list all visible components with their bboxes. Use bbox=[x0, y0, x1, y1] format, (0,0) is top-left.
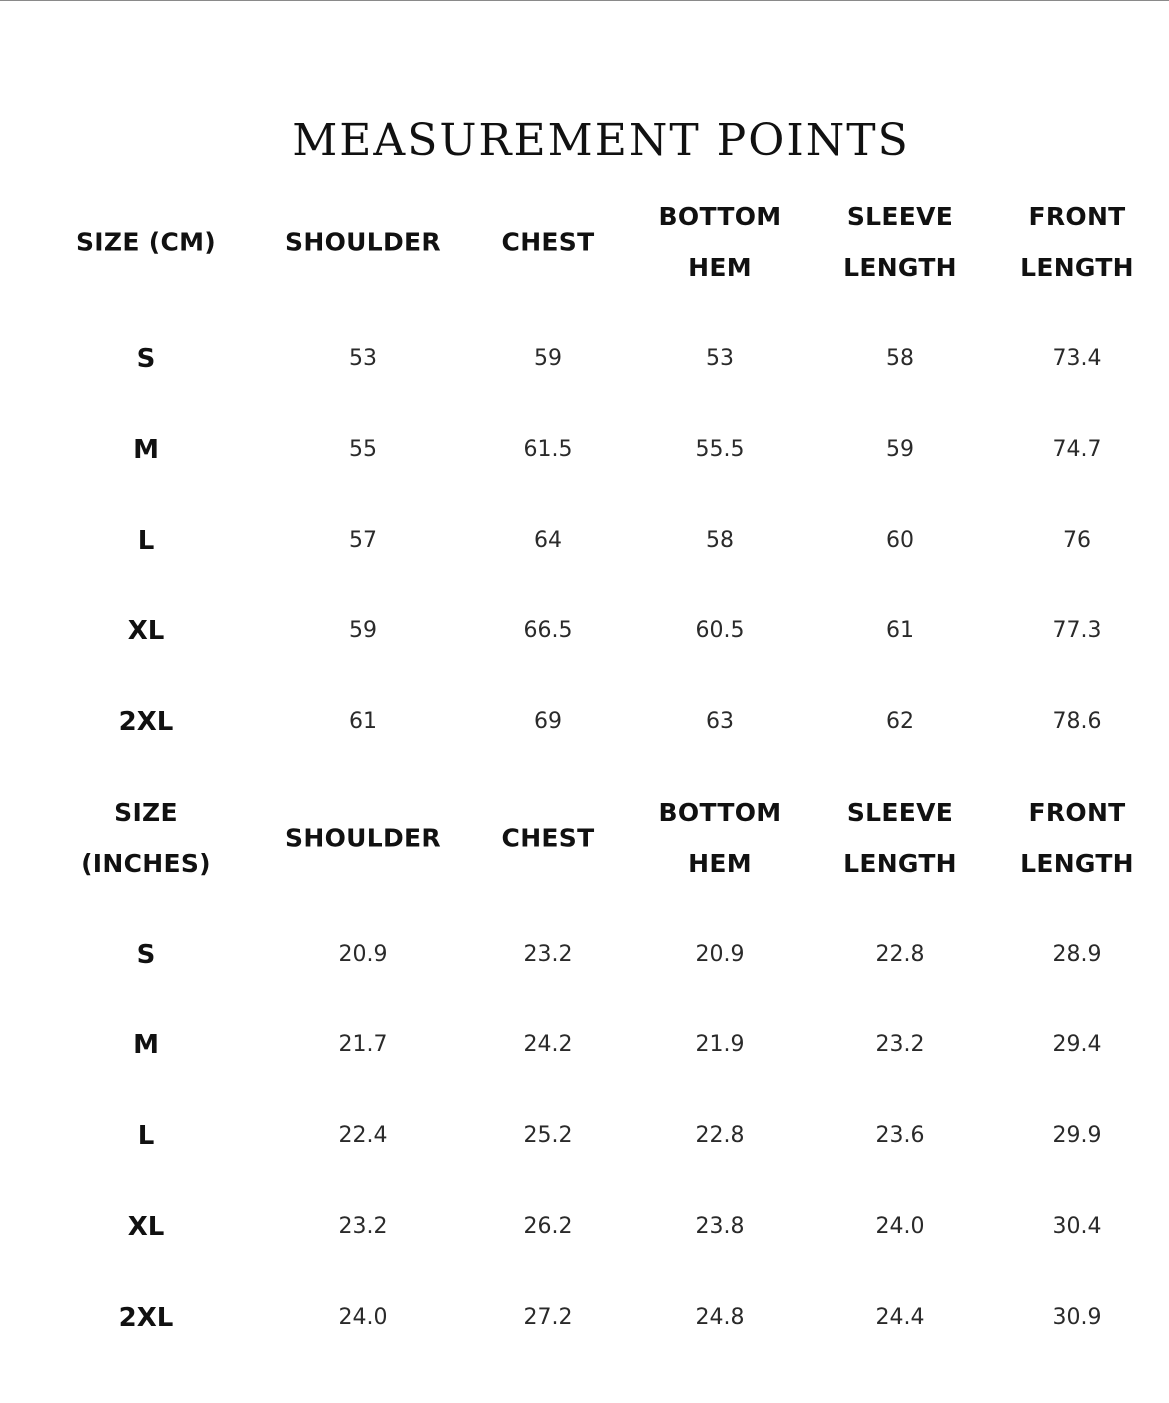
table-1-row-m-bottom-hem: 55.5 bbox=[695, 437, 745, 462]
table-2-row-2xl-size: 2XL bbox=[118, 1303, 174, 1333]
table-2-row-m-shoulder: 21.7 bbox=[338, 1032, 388, 1057]
table-1-row-2xl-sleeve-length: 62 bbox=[886, 709, 914, 734]
page-title: MEASUREMENT POINTS bbox=[292, 115, 910, 167]
table-2-row-s-chest: 23.2 bbox=[523, 942, 573, 967]
table-2-row-s-front-length: 28.9 bbox=[1052, 942, 1102, 967]
table-1-row-l-chest: 64 bbox=[534, 528, 562, 553]
top-rule bbox=[0, 0, 1169, 1]
table-1-row-2xl-bottom-hem: 63 bbox=[706, 709, 734, 734]
table-2-row-l-front-length: 29.9 bbox=[1052, 1123, 1102, 1148]
table-2-row-2xl-shoulder: 24.0 bbox=[338, 1305, 388, 1330]
table-2-header-shoulder: SHOULDER bbox=[285, 823, 441, 853]
table-1-row-s-size: S bbox=[136, 344, 156, 374]
table-1-header-chest: CHEST bbox=[501, 227, 595, 257]
table-2-row-m-sleeve-length: 23.2 bbox=[875, 1032, 925, 1057]
table-2-header-front-length: FRONT LENGTH bbox=[1020, 798, 1134, 878]
table-2-row-xl-front-length: 30.4 bbox=[1052, 1214, 1102, 1239]
table-1-row-s-chest: 59 bbox=[534, 346, 562, 371]
table-1-row-xl-chest: 66.5 bbox=[523, 618, 573, 643]
table-1-row-m-sleeve-length: 59 bbox=[886, 437, 914, 462]
table-2-header-chest: CHEST bbox=[501, 823, 595, 853]
table-1-header-front-length: FRONT LENGTH bbox=[1020, 202, 1134, 282]
table-2-row-xl-sleeve-length: 24.0 bbox=[875, 1214, 925, 1239]
table-2-row-xl-size: XL bbox=[127, 1212, 165, 1242]
table-1-row-2xl-front-length: 78.6 bbox=[1052, 709, 1102, 734]
table-2-row-s-sleeve-length: 22.8 bbox=[875, 942, 925, 967]
table-1-row-xl-front-length: 77.3 bbox=[1052, 618, 1102, 643]
table-1-row-s-front-length: 73.4 bbox=[1052, 346, 1102, 371]
table-1-row-m-front-length: 74.7 bbox=[1052, 437, 1102, 462]
table-1-row-2xl-size: 2XL bbox=[118, 707, 174, 737]
table-1-row-xl-sleeve-length: 61 bbox=[886, 618, 914, 643]
table-2-row-s-size: S bbox=[136, 940, 156, 970]
table-1-row-m-chest: 61.5 bbox=[523, 437, 573, 462]
table-1-row-xl-size: XL bbox=[127, 616, 165, 646]
table-1-row-l-size: L bbox=[137, 526, 155, 556]
table-2-row-l-sleeve-length: 23.6 bbox=[875, 1123, 925, 1148]
table-2-row-m-bottom-hem: 21.9 bbox=[695, 1032, 745, 1057]
table-1-row-2xl-chest: 69 bbox=[534, 709, 562, 734]
table-2-row-s-bottom-hem: 20.9 bbox=[695, 942, 745, 967]
table-2-row-s-shoulder: 20.9 bbox=[338, 942, 388, 967]
table-1-row-s-shoulder: 53 bbox=[349, 346, 377, 371]
table-2-row-2xl-chest: 27.2 bbox=[523, 1305, 573, 1330]
table-1-row-s-bottom-hem: 53 bbox=[706, 346, 734, 371]
table-2-row-m-chest: 24.2 bbox=[523, 1032, 573, 1057]
table-1-header-sleeve-length: SLEEVE LENGTH bbox=[843, 202, 957, 282]
table-2-row-l-shoulder: 22.4 bbox=[338, 1123, 388, 1148]
table-1-row-l-shoulder: 57 bbox=[349, 528, 377, 553]
table-2-row-m-size: M bbox=[133, 1030, 159, 1060]
table-2-row-m-front-length: 29.4 bbox=[1052, 1032, 1102, 1057]
table-2-row-xl-chest: 26.2 bbox=[523, 1214, 573, 1239]
table-1-row-2xl-shoulder: 61 bbox=[349, 709, 377, 734]
table-1-row-l-bottom-hem: 58 bbox=[706, 528, 734, 553]
table-1-row-m-size: M bbox=[133, 435, 159, 465]
table-1-header-size: SIZE (CM) bbox=[76, 227, 216, 257]
table-1-header-shoulder: SHOULDER bbox=[285, 227, 441, 257]
table-2-header-size: SIZE (INCHES) bbox=[81, 798, 211, 878]
table-2-header-bottom-hem: BOTTOM HEM bbox=[658, 798, 782, 878]
table-2-row-xl-bottom-hem: 23.8 bbox=[695, 1214, 745, 1239]
table-2-row-xl-shoulder: 23.2 bbox=[338, 1214, 388, 1239]
table-2-row-l-chest: 25.2 bbox=[523, 1123, 573, 1148]
table-1-row-xl-bottom-hem: 60.5 bbox=[695, 618, 745, 643]
table-2-row-l-size: L bbox=[137, 1121, 155, 1151]
table-2-row-2xl-bottom-hem: 24.8 bbox=[695, 1305, 745, 1330]
table-2-row-2xl-sleeve-length: 24.4 bbox=[875, 1305, 925, 1330]
table-2-header-sleeve-length: SLEEVE LENGTH bbox=[843, 798, 957, 878]
table-1-row-s-sleeve-length: 58 bbox=[886, 346, 914, 371]
table-1-row-l-sleeve-length: 60 bbox=[886, 528, 914, 553]
table-1-header-bottom-hem: BOTTOM HEM bbox=[658, 202, 782, 282]
table-1-row-m-shoulder: 55 bbox=[349, 437, 377, 462]
table-2-row-2xl-front-length: 30.9 bbox=[1052, 1305, 1102, 1330]
table-1-row-l-front-length: 76 bbox=[1063, 528, 1091, 553]
table-1-row-xl-shoulder: 59 bbox=[349, 618, 377, 643]
table-2-row-l-bottom-hem: 22.8 bbox=[695, 1123, 745, 1148]
